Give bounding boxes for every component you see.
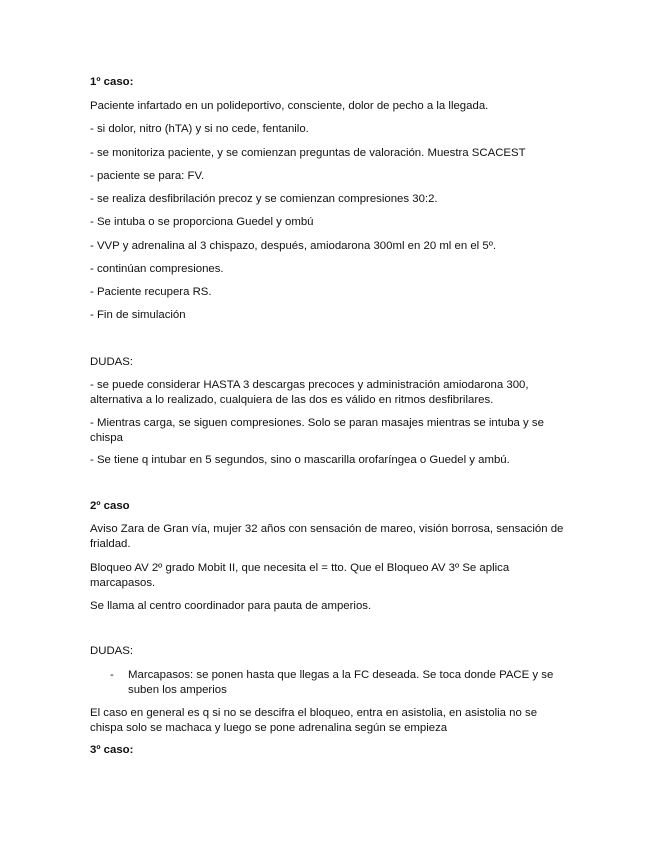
dudas1-line: - se puede considerar HASTA 3 descargas precoces y administración amiodarona 300, alternativa a lo realizado, cualquiera de las dos es válido en ritmos desfibrilares.	[90, 379, 529, 406]
dudas1-line: - Mientras carga, se siguen compresiones. Solo se paran masajes mientras se intuba y se chispa	[90, 417, 544, 444]
case1-line: - paciente se para: FV.	[90, 170, 205, 182]
dudas1-heading: DUDAS:	[90, 356, 134, 368]
case1-line: - Fin de simulación	[90, 309, 186, 321]
case1-line: - Se intuba o se proporciona Guedel y ombú	[90, 216, 314, 228]
case1-line: - continúan compresiones.	[90, 263, 224, 275]
dudas2-heading: DUDAS:	[90, 645, 134, 657]
bullet-dash: -	[110, 669, 114, 681]
dudas2-bullet-text: Marcapasos: se ponen hasta que llegas a la FC deseada. Se toca donde PACE y se suben los amperios	[128, 669, 554, 696]
case1-line: - se monitoriza paciente, y se comienzan preguntas de valoración. Muestra SCACEST	[90, 147, 526, 159]
case3-heading: 3º caso:	[90, 744, 134, 756]
case1-line: Paciente infartado en un polideportivo, consciente, dolor de pecho a la llegada.	[90, 100, 489, 112]
case1-line: - VVP y adrenalina al 3 chispazo, después, amiodarona 300ml en 20 ml en el 5º.	[90, 240, 497, 252]
case2-line: Bloqueo AV 2º grado Mobit II, que necesita el = tto. Que el Bloqueo AV 3º Se aplica marcapasos.	[90, 562, 510, 589]
dudas2-closing: El caso en general es q si no se descifra el bloqueo, entra en asistolia, en asistolia no se chispa solo se machaca y luego se pone adrenalina según se empieza	[90, 707, 538, 734]
case2-line: Aviso Zara de Gran vía, mujer 32 años con sensación de mareo, visión borrosa, sensación de frialdad.	[90, 523, 564, 550]
case1-heading: 1º caso:	[90, 76, 134, 88]
case1-line: - se realiza desfibrilación precoz y se comienzan compresiones 30:2.	[90, 193, 438, 205]
case2-line: Se llama al centro coordinador para pauta de amperios.	[90, 600, 372, 612]
dudas1-line: - Se tiene q intubar en 5 segundos, sino o mascarilla orofaríngea o Guedel y ambú.	[90, 454, 510, 466]
case1-line: - Paciente recupera RS.	[90, 286, 212, 298]
case1-line: - si dolor, nitro (hTA) y si no cede, fentanilo.	[90, 123, 309, 135]
case2-heading: 2º caso	[90, 500, 130, 512]
